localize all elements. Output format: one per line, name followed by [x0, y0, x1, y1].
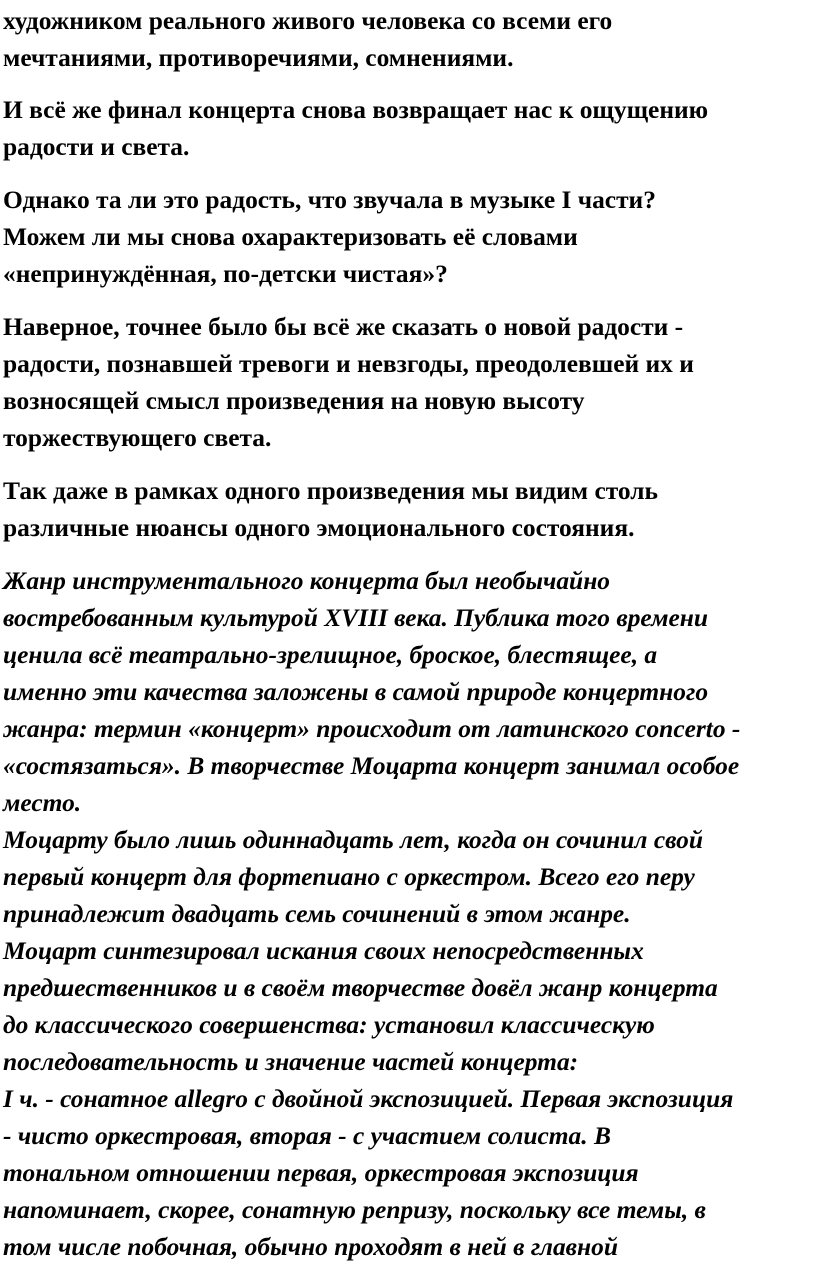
text-line: ценила всё театрально-зрелищное, броское, блестящее, а — [3, 640, 658, 669]
text-line: Жанр инструментального концерта был необычайно — [3, 566, 611, 595]
text-line: «непринуждённая, по-детски чистая»? — [3, 259, 448, 288]
text-line: Однако та ли это радость, что звучала в музыке I части? — [3, 185, 656, 214]
text-line: том числе побочная, обычно проходят в ней в главной — [3, 1232, 618, 1261]
text-line: Так даже в рамках одного произведения мы видим столь — [3, 476, 658, 505]
text-line: художником реального живого человека со всеми его — [3, 6, 613, 35]
text-line: напоминает, скорее, сонатную репризу, поскольку все темы, в — [3, 1195, 706, 1224]
text-line: мечтаниями, противоречиями, сомнениями. — [3, 43, 514, 72]
text-line: I ч. - сонатное allegro с двойной экспозицией. Первая экспозиция — [3, 1084, 734, 1113]
text-line: различные нюансы одного эмоционального состояния. — [3, 513, 635, 542]
text-line: первый концерт для фортепиано с оркестром. Всего его перу — [3, 862, 695, 891]
text-line: - чисто оркестровая, вторая - с участием солиста. В — [3, 1121, 611, 1150]
text-line: жанра: термин «концерт» происходит от латинского concerto - — [3, 714, 741, 743]
text-line: тональном отношении первая, оркестровая экспозиция — [3, 1158, 639, 1187]
paragraph-2 — [3, 91, 815, 165]
paragraph-5 — [3, 472, 815, 546]
paragraph-6 — [3, 562, 815, 1265]
text-line: последовательность и значение частей концерта: — [3, 1047, 579, 1076]
text-line: Наверное, точнее было бы всё же сказать о новой радости - — [3, 312, 684, 341]
text-line: Можем ли мы снова охарактеризовать её словами — [3, 222, 578, 251]
text-line: торжествующего света. — [3, 423, 272, 452]
text-line: место. — [3, 788, 82, 817]
text-line: И всё же финал концерта снова возвращает нас к ощущению — [3, 95, 709, 124]
text-line: Моцарту было лишь одиннадцать лет, когда он сочинил свой — [3, 825, 703, 854]
text-line: востребованным культурой XVIII века. Публика того времени — [3, 603, 709, 632]
text-line: предшественников и в своём творчестве довёл жанр концерта — [3, 973, 718, 1002]
paragraph-1 — [3, 2, 815, 76]
text-line: Моцарт синтезировал искания своих непосредственных — [3, 936, 644, 965]
paragraph-4 — [3, 308, 815, 456]
text-line: радости и света. — [3, 132, 190, 161]
paragraph-3 — [3, 181, 815, 292]
text-line: принадлежит двадцать семь сочинений в этом жанре. — [3, 899, 631, 928]
text-line: возносящей смысл произведения на новую высоту — [3, 386, 585, 415]
text-line: именно эти качества заложены в самой природе концертного — [3, 677, 709, 706]
text-line: радости, познавшей тревоги и невзгоды, преодолевшей их и — [3, 349, 694, 378]
text-line: до классического совершенства: установил классическую — [3, 1010, 655, 1039]
text-line: «состязаться». В творчестве Моцарта концерт занимал особое — [3, 751, 740, 780]
